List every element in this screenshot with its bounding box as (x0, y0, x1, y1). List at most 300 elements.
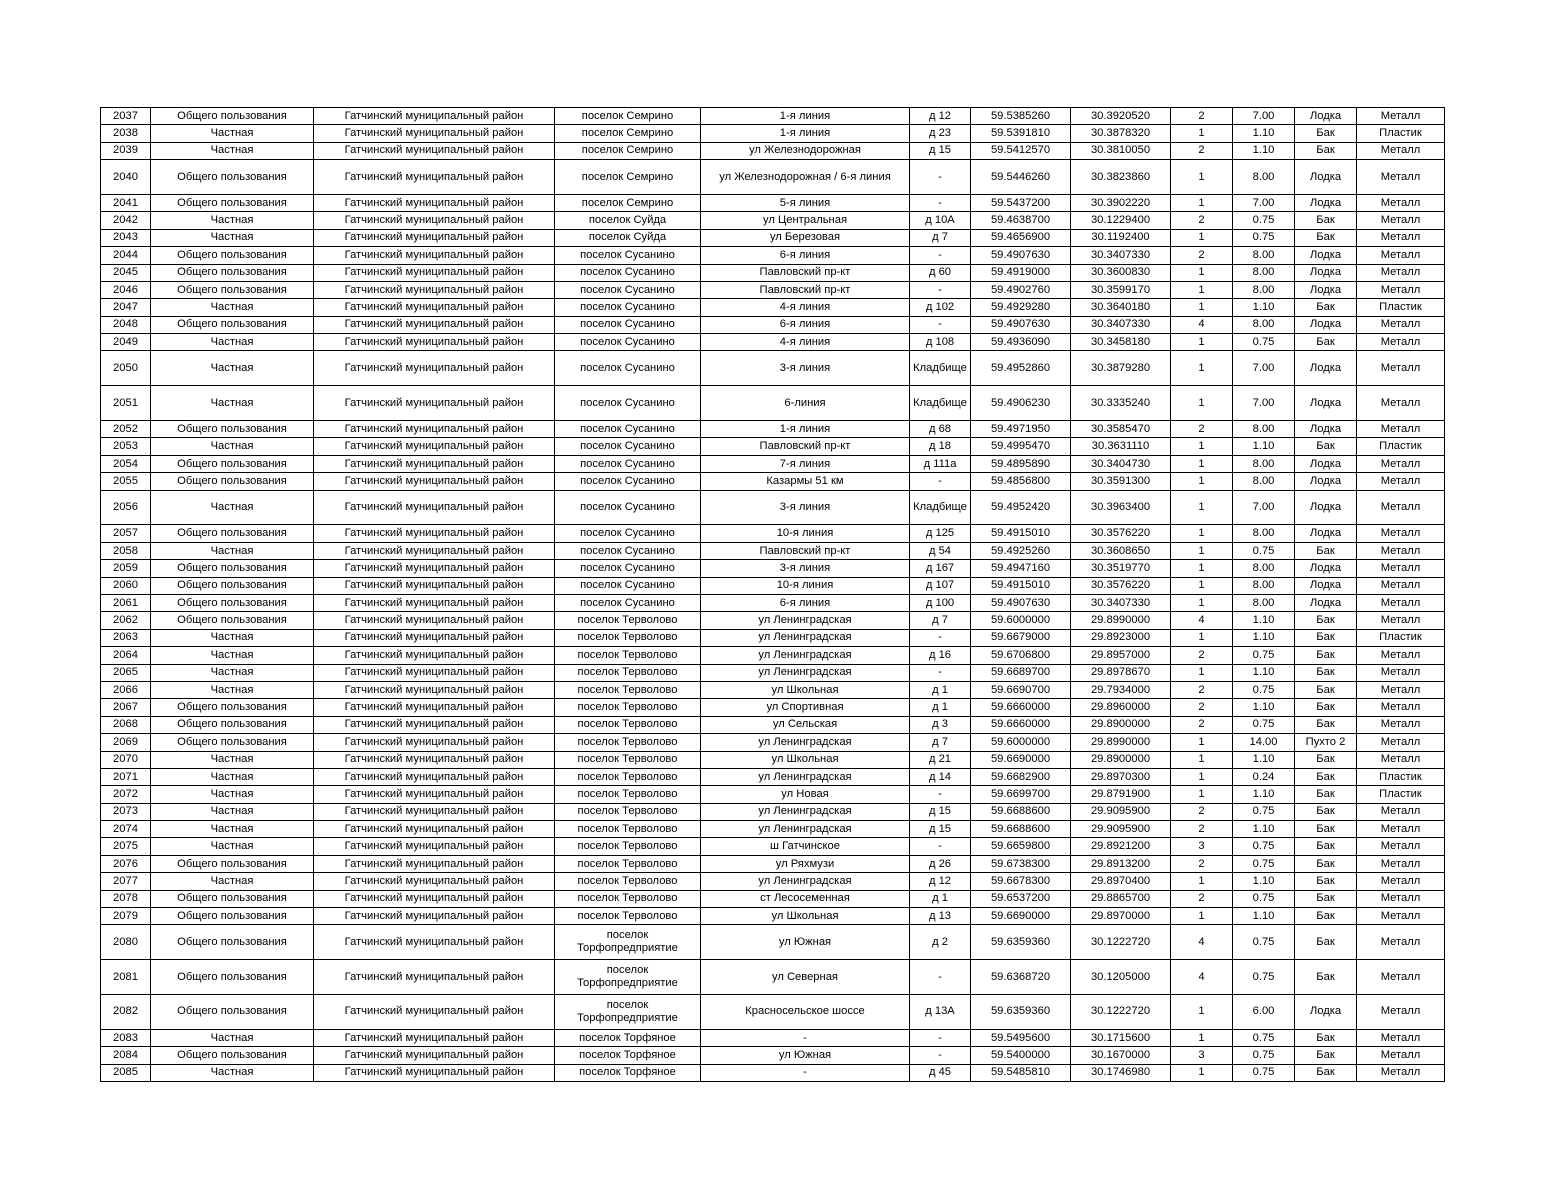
container-type-cell: Бак (1295, 438, 1357, 455)
container-type-cell: Бак (1295, 1047, 1357, 1064)
container-count-cell: 1 (1171, 664, 1233, 681)
row-number-cell: 2062 (101, 612, 151, 629)
longitude-cell: 29.8865700 (1071, 890, 1171, 907)
table-row (101, 316, 1445, 333)
row-number-cell: 2042 (101, 212, 151, 229)
house-cell: д 16 (910, 647, 971, 664)
house-cell: д 45 (910, 1064, 971, 1081)
site-type-cell: Частная (151, 490, 314, 525)
locality-cell: поселок Терволово (555, 786, 701, 803)
table-row (101, 438, 1445, 455)
longitude-cell: 30.3585470 (1071, 421, 1171, 438)
latitude-cell: 59.6660000 (971, 699, 1071, 716)
site-type-cell: Частная (151, 647, 314, 664)
volume-cell: 8.00 (1233, 577, 1295, 594)
site-type-cell: Общего пользования (151, 247, 314, 264)
locality-cell: поселок Суйда (555, 229, 701, 246)
table-row (101, 960, 1445, 995)
latitude-cell: 59.6738300 (971, 855, 1071, 872)
latitude-cell: 59.6689700 (971, 664, 1071, 681)
site-type-cell: Частная (151, 1064, 314, 1081)
table-row (101, 212, 1445, 229)
latitude-cell: 59.4915010 (971, 577, 1071, 594)
material-cell: Металл (1357, 316, 1445, 333)
locality-cell: поселок Сусанино (555, 490, 701, 525)
house-cell: д 1 (910, 699, 971, 716)
container-type-cell: Бак (1295, 612, 1357, 629)
house-cell: д 10А (910, 212, 971, 229)
site-type-cell: Общего пользования (151, 264, 314, 281)
street-cell: ул Северная (701, 960, 910, 995)
row-number-cell: 2048 (101, 316, 151, 333)
house-cell: - (910, 629, 971, 646)
house-cell: д 21 (910, 751, 971, 768)
district-cell: Гатчинский муниципальный район (314, 1047, 555, 1064)
volume-cell: 0.75 (1233, 960, 1295, 995)
longitude-cell: 30.3963400 (1071, 490, 1171, 525)
table-row (101, 473, 1445, 490)
house-cell: д 1 (910, 890, 971, 907)
street-cell: ул Ленинградская (701, 629, 910, 646)
table-row (101, 908, 1445, 925)
container-type-cell: Бак (1295, 890, 1357, 907)
data-sheet (100, 107, 1445, 1082)
container-count-cell: 1 (1171, 194, 1233, 211)
row-number-cell: 2063 (101, 629, 151, 646)
container-count-cell: 1 (1171, 386, 1233, 421)
row-number-cell: 2069 (101, 734, 151, 751)
container-type-cell: Лодка (1295, 525, 1357, 542)
container-count-cell: 1 (1171, 334, 1233, 351)
material-cell: Металл (1357, 142, 1445, 159)
table-row (101, 647, 1445, 664)
latitude-cell: 59.6699700 (971, 786, 1071, 803)
street-cell: Павловский пр-кт (701, 438, 910, 455)
container-type-cell: Бак (1295, 142, 1357, 159)
table-row (101, 247, 1445, 264)
house-cell: - (910, 281, 971, 298)
container-count-cell: 2 (1171, 681, 1233, 698)
container-count-cell: 4 (1171, 612, 1233, 629)
locality-cell: поселок Терволово (555, 821, 701, 838)
row-number-cell: 2084 (101, 1047, 151, 1064)
site-type-cell: Частная (151, 821, 314, 838)
site-type-cell: Частная (151, 1029, 314, 1046)
latitude-cell: 59.6537200 (971, 890, 1071, 907)
district-cell: Гатчинский муниципальный район (314, 560, 555, 577)
district-cell: Гатчинский муниципальный район (314, 542, 555, 559)
container-count-cell: 1 (1171, 525, 1233, 542)
volume-cell: 1.10 (1233, 699, 1295, 716)
street-cell: ул Ленинградская (701, 734, 910, 751)
container-type-cell: Лодка (1295, 386, 1357, 421)
locality-cell: поселок Сусанино (555, 595, 701, 612)
latitude-cell: 59.6679000 (971, 629, 1071, 646)
house-cell: д 12 (910, 108, 971, 125)
house-cell: д 102 (910, 299, 971, 316)
material-cell: Пластик (1357, 299, 1445, 316)
container-count-cell: 2 (1171, 699, 1233, 716)
longitude-cell: 29.8970300 (1071, 768, 1171, 785)
house-cell: д 54 (910, 542, 971, 559)
container-count-cell: 2 (1171, 716, 1233, 733)
row-number-cell: 2046 (101, 281, 151, 298)
table-row (101, 768, 1445, 785)
latitude-cell: 59.6659800 (971, 838, 1071, 855)
container-count-cell: 1 (1171, 786, 1233, 803)
street-cell: 7-я линия (701, 455, 910, 472)
row-number-cell: 2049 (101, 334, 151, 351)
street-cell: Красносельское шоссе (701, 995, 910, 1030)
district-cell: Гатчинский муниципальный район (314, 699, 555, 716)
street-cell: 5-я линия (701, 194, 910, 211)
latitude-cell: 59.4952860 (971, 351, 1071, 386)
container-count-cell: 4 (1171, 960, 1233, 995)
latitude-cell: 59.4925260 (971, 542, 1071, 559)
latitude-cell: 59.5385260 (971, 108, 1071, 125)
volume-cell: 0.75 (1233, 1047, 1295, 1064)
district-cell: Гатчинский муниципальный район (314, 264, 555, 281)
house-cell: д 108 (910, 334, 971, 351)
district-cell: Гатчинский муниципальный район (314, 768, 555, 785)
latitude-cell: 59.6359360 (971, 925, 1071, 960)
latitude-cell: 59.4907630 (971, 247, 1071, 264)
street-cell: 6-линия (701, 386, 910, 421)
volume-cell: 8.00 (1233, 525, 1295, 542)
volume-cell: 1.10 (1233, 299, 1295, 316)
street-cell: ул Центральная (701, 212, 910, 229)
latitude-cell: 59.4929280 (971, 299, 1071, 316)
locality-cell: поселок Сусанино (555, 334, 701, 351)
row-number-cell: 2057 (101, 525, 151, 542)
latitude-cell: 59.6688600 (971, 821, 1071, 838)
district-cell: Гатчинский муниципальный район (314, 316, 555, 333)
table-row (101, 612, 1445, 629)
district-cell: Гатчинский муниципальный район (314, 473, 555, 490)
volume-cell: 1.10 (1233, 142, 1295, 159)
locality-cell: поселок Сусанино (555, 525, 701, 542)
house-cell: д 12 (910, 873, 971, 890)
site-type-cell: Общего пользования (151, 908, 314, 925)
house-cell: д 26 (910, 855, 971, 872)
material-cell: Пластик (1357, 125, 1445, 142)
site-type-cell: Общего пользования (151, 194, 314, 211)
table-row (101, 490, 1445, 525)
container-type-cell: Бак (1295, 786, 1357, 803)
longitude-cell: 30.3335240 (1071, 386, 1171, 421)
material-cell: Металл (1357, 734, 1445, 751)
district-cell: Гатчинский муниципальный район (314, 595, 555, 612)
material-cell: Металл (1357, 247, 1445, 264)
site-type-cell: Общего пользования (151, 560, 314, 577)
district-cell: Гатчинский муниципальный район (314, 160, 555, 195)
container-type-cell: Бак (1295, 1029, 1357, 1046)
site-type-cell: Частная (151, 629, 314, 646)
house-cell: - (910, 838, 971, 855)
site-type-cell: Общего пользования (151, 925, 314, 960)
latitude-cell: 59.5412570 (971, 142, 1071, 159)
street-cell: ул Сельская (701, 716, 910, 733)
house-cell: - (910, 247, 971, 264)
longitude-cell: 30.1222720 (1071, 995, 1171, 1030)
latitude-cell: 59.6706800 (971, 647, 1071, 664)
volume-cell: 8.00 (1233, 247, 1295, 264)
latitude-cell: 59.5437200 (971, 194, 1071, 211)
row-number-cell: 2076 (101, 855, 151, 872)
house-cell: - (910, 316, 971, 333)
material-cell: Металл (1357, 1029, 1445, 1046)
material-cell: Металл (1357, 577, 1445, 594)
container-type-cell: Бак (1295, 664, 1357, 681)
table-row (101, 925, 1445, 960)
street-cell: - (701, 1029, 910, 1046)
site-type-cell: Частная (151, 334, 314, 351)
row-number-cell: 2059 (101, 560, 151, 577)
site-type-cell: Общего пользования (151, 960, 314, 995)
locality-cell: поселок Торфяное (555, 1047, 701, 1064)
volume-cell: 1.10 (1233, 629, 1295, 646)
site-type-cell: Частная (151, 681, 314, 698)
table-row (101, 1047, 1445, 1064)
longitude-cell: 30.1229400 (1071, 212, 1171, 229)
street-cell: ул Березовая (701, 229, 910, 246)
locality-cell: поселок Сусанино (555, 247, 701, 264)
latitude-cell: 59.6660000 (971, 716, 1071, 733)
district-cell: Гатчинский муниципальный район (314, 490, 555, 525)
material-cell: Пластик (1357, 768, 1445, 785)
container-count-cell: 1 (1171, 560, 1233, 577)
street-cell: ул Спортивная (701, 699, 910, 716)
house-cell: д 2 (910, 925, 971, 960)
street-cell: ул Школьная (701, 681, 910, 698)
longitude-cell: 29.7934000 (1071, 681, 1171, 698)
locality-cell: поселок Торфопредприятие (555, 960, 701, 995)
volume-cell: 0.75 (1233, 1064, 1295, 1081)
street-cell: ул Школьная (701, 751, 910, 768)
longitude-cell: 30.1670000 (1071, 1047, 1171, 1064)
material-cell: Металл (1357, 890, 1445, 907)
table-row (101, 595, 1445, 612)
container-type-cell: Бак (1295, 229, 1357, 246)
latitude-cell: 59.5400000 (971, 1047, 1071, 1064)
table-row (101, 264, 1445, 281)
latitude-cell: 59.4907630 (971, 595, 1071, 612)
volume-cell: 1.10 (1233, 908, 1295, 925)
latitude-cell: 59.4952420 (971, 490, 1071, 525)
site-type-cell: Частная (151, 838, 314, 855)
table-row (101, 855, 1445, 872)
volume-cell: 7.00 (1233, 490, 1295, 525)
site-type-cell: Общего пользования (151, 595, 314, 612)
locality-cell: поселок Терволово (555, 612, 701, 629)
container-count-cell: 2 (1171, 821, 1233, 838)
row-number-cell: 2070 (101, 751, 151, 768)
container-count-cell: 1 (1171, 473, 1233, 490)
row-number-cell: 2038 (101, 125, 151, 142)
material-cell: Пластик (1357, 629, 1445, 646)
material-cell: Металл (1357, 542, 1445, 559)
container-count-cell: 1 (1171, 577, 1233, 594)
locality-cell: поселок Терволово (555, 734, 701, 751)
locality-cell: поселок Семрино (555, 142, 701, 159)
house-cell: д 23 (910, 125, 971, 142)
container-count-cell: 3 (1171, 1047, 1233, 1064)
district-cell: Гатчинский муниципальный район (314, 1064, 555, 1081)
street-cell: ул Ряхмузи (701, 855, 910, 872)
latitude-cell: 59.5485810 (971, 1064, 1071, 1081)
container-count-cell: 2 (1171, 803, 1233, 820)
street-cell: 1-я линия (701, 125, 910, 142)
row-number-cell: 2083 (101, 1029, 151, 1046)
container-type-cell: Лодка (1295, 490, 1357, 525)
volume-cell: 1.10 (1233, 438, 1295, 455)
site-type-cell: Общего пользования (151, 612, 314, 629)
material-cell: Металл (1357, 664, 1445, 681)
row-number-cell: 2040 (101, 160, 151, 195)
house-cell: - (910, 786, 971, 803)
material-cell: Металл (1357, 1047, 1445, 1064)
locality-cell: поселок Терволово (555, 890, 701, 907)
container-count-cell: 4 (1171, 925, 1233, 960)
container-count-cell: 1 (1171, 1029, 1233, 1046)
container-count-cell: 1 (1171, 264, 1233, 281)
material-cell: Металл (1357, 751, 1445, 768)
row-number-cell: 2052 (101, 421, 151, 438)
volume-cell: 7.00 (1233, 351, 1295, 386)
locality-cell: поселок Сусанино (555, 316, 701, 333)
volume-cell: 0.75 (1233, 681, 1295, 698)
table-row (101, 838, 1445, 855)
district-cell: Гатчинский муниципальный район (314, 1029, 555, 1046)
material-cell: Металл (1357, 925, 1445, 960)
volume-cell: 7.00 (1233, 386, 1295, 421)
row-number-cell: 2050 (101, 351, 151, 386)
material-cell: Металл (1357, 1064, 1445, 1081)
locality-cell: поселок Сусанино (555, 560, 701, 577)
row-number-cell: 2067 (101, 699, 151, 716)
house-cell: д 167 (910, 560, 971, 577)
street-cell: ул Ленинградская (701, 647, 910, 664)
locality-cell: поселок Сусанино (555, 351, 701, 386)
district-cell: Гатчинский муниципальный район (314, 351, 555, 386)
house-cell: д 60 (910, 264, 971, 281)
volume-cell: 8.00 (1233, 560, 1295, 577)
district-cell: Гатчинский муниципальный район (314, 247, 555, 264)
container-type-cell: Лодка (1295, 194, 1357, 211)
site-type-cell: Общего пользования (151, 108, 314, 125)
volume-cell: 0.75 (1233, 542, 1295, 559)
row-number-cell: 2077 (101, 873, 151, 890)
house-cell: д 1 (910, 681, 971, 698)
house-cell: д 111а (910, 455, 971, 472)
house-cell: д 100 (910, 595, 971, 612)
latitude-cell: 59.4656900 (971, 229, 1071, 246)
district-cell: Гатчинский муниципальный район (314, 142, 555, 159)
container-type-cell: Бак (1295, 681, 1357, 698)
container-type-cell: Лодка (1295, 595, 1357, 612)
material-cell: Металл (1357, 995, 1445, 1030)
longitude-cell: 30.3640180 (1071, 299, 1171, 316)
container-count-cell: 1 (1171, 768, 1233, 785)
locality-cell: поселок Семрино (555, 125, 701, 142)
table-row (101, 125, 1445, 142)
locality-cell: поселок Терволово (555, 681, 701, 698)
street-cell: ул Ленинградская (701, 612, 910, 629)
locality-cell: поселок Торфопредприятие (555, 925, 701, 960)
district-cell: Гатчинский муниципальный район (314, 995, 555, 1030)
longitude-cell: 29.8970400 (1071, 873, 1171, 890)
locality-cell: поселок Терволово (555, 838, 701, 855)
volume-cell: 1.10 (1233, 821, 1295, 838)
house-cell: д 3 (910, 716, 971, 733)
row-number-cell: 2047 (101, 299, 151, 316)
latitude-cell: 59.4915010 (971, 525, 1071, 542)
table-row (101, 142, 1445, 159)
latitude-cell: 59.5446260 (971, 160, 1071, 195)
street-cell: 6-я линия (701, 595, 910, 612)
container-type-cell: Бак (1295, 838, 1357, 855)
locality-cell: поселок Сусанино (555, 421, 701, 438)
locality-cell: поселок Терволово (555, 908, 701, 925)
street-cell: 10-я линия (701, 577, 910, 594)
container-type-cell: Бак (1295, 334, 1357, 351)
site-type-cell: Общего пользования (151, 995, 314, 1030)
material-cell: Металл (1357, 525, 1445, 542)
row-number-cell: 2082 (101, 995, 151, 1030)
table-row (101, 525, 1445, 542)
longitude-cell: 30.3810050 (1071, 142, 1171, 159)
volume-cell: 0.24 (1233, 768, 1295, 785)
container-count-cell: 2 (1171, 421, 1233, 438)
site-type-cell: Частная (151, 212, 314, 229)
site-type-cell: Общего пользования (151, 473, 314, 490)
district-cell: Гатчинский муниципальный район (314, 629, 555, 646)
house-cell: д 107 (910, 577, 971, 594)
street-cell: 3-я линия (701, 560, 910, 577)
district-cell: Гатчинский муниципальный район (314, 734, 555, 751)
district-cell: Гатчинский муниципальный район (314, 438, 555, 455)
volume-cell: 1.10 (1233, 786, 1295, 803)
longitude-cell: 29.8970000 (1071, 908, 1171, 925)
site-type-cell: Частная (151, 768, 314, 785)
longitude-cell: 30.1192400 (1071, 229, 1171, 246)
container-type-cell: Лодка (1295, 421, 1357, 438)
container-type-cell: Бак (1295, 716, 1357, 733)
row-number-cell: 2051 (101, 386, 151, 421)
material-cell: Металл (1357, 455, 1445, 472)
row-number-cell: 2060 (101, 577, 151, 594)
material-cell: Металл (1357, 612, 1445, 629)
street-cell: ул Ленинградская (701, 821, 910, 838)
longitude-cell: 29.8921200 (1071, 838, 1171, 855)
container-count-cell: 1 (1171, 629, 1233, 646)
row-number-cell: 2041 (101, 194, 151, 211)
container-type-cell: Бак (1295, 629, 1357, 646)
longitude-cell: 30.3878320 (1071, 125, 1171, 142)
volume-cell: 7.00 (1233, 108, 1295, 125)
longitude-cell: 29.8960000 (1071, 699, 1171, 716)
site-type-cell: Общего пользования (151, 281, 314, 298)
table-row (101, 560, 1445, 577)
material-cell: Металл (1357, 108, 1445, 125)
table-row (101, 281, 1445, 298)
container-type-cell: Лодка (1295, 108, 1357, 125)
district-cell: Гатчинский муниципальный район (314, 212, 555, 229)
volume-cell: 8.00 (1233, 455, 1295, 472)
street-cell: 6-я линия (701, 247, 910, 264)
volume-cell: 8.00 (1233, 421, 1295, 438)
latitude-cell: 59.5495600 (971, 1029, 1071, 1046)
